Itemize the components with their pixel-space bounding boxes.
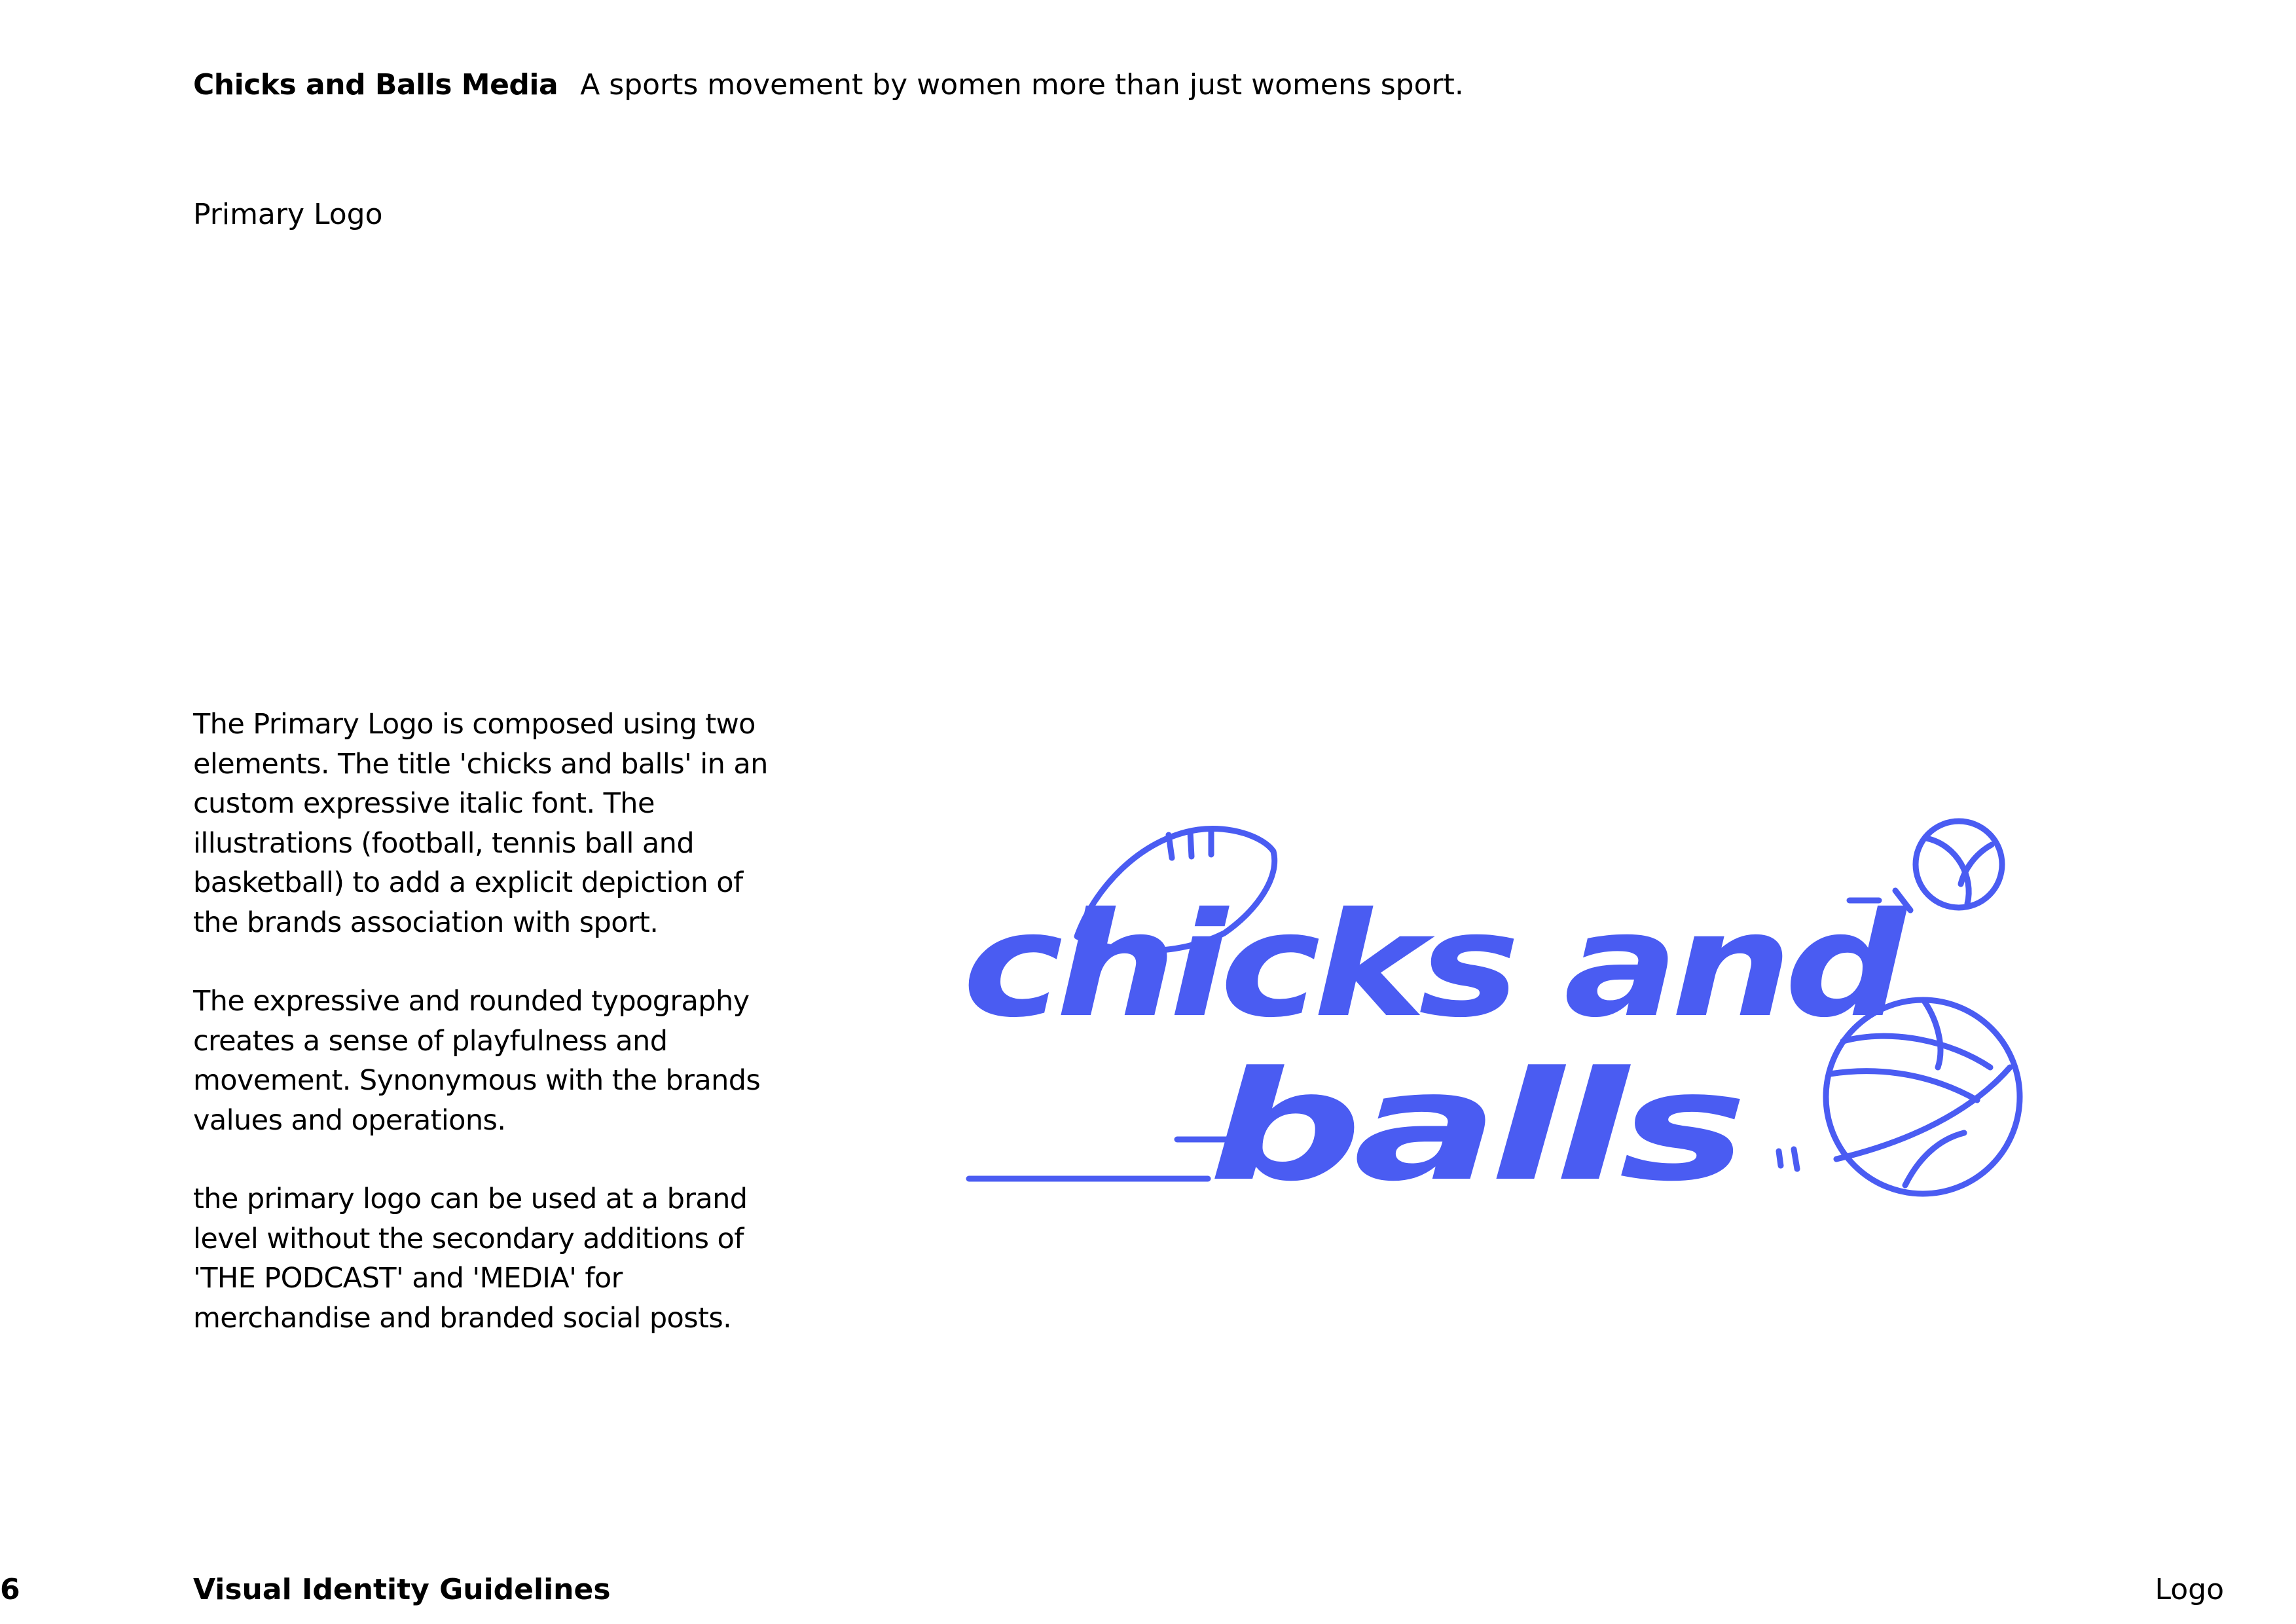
- footer-section-name: Logo: [2155, 1573, 2224, 1606]
- wordmark-line-1: chicks and: [962, 881, 1908, 1049]
- section-title: Primary Logo: [193, 198, 383, 231]
- brand-tagline: A sports movement by women more than just womens sport.: [580, 68, 1464, 101]
- document-header: [193, 64, 1464, 106]
- paragraph-typography: The expressive and rounded typography creates a sense of playfulness and movement. Synonymous with the brands values and operations.: [193, 985, 761, 1137]
- logo-wordmark: [962, 881, 1908, 1215]
- paragraph-composition: The Primary Logo is composed using two elements. The title 'chicks and balls' in an custom expressive italic font. The illustrations (football, tennis ball and basketball) to add a explicit depiction of the brands association with sport.: [193, 708, 768, 939]
- primary-logo: [943, 792, 2082, 1251]
- page-number: 6: [0, 1573, 20, 1606]
- wordmark-line-2: balls: [1208, 1040, 1741, 1215]
- body-copy: [193, 705, 782, 1377]
- footer-document-title: Visual Identity Guidelines: [193, 1573, 611, 1606]
- brand-name: Chicks and Balls Media: [193, 68, 558, 101]
- paragraph-usage: the primary logo can be used at a brand level without the secondary additions of 'THE PODCAST' and 'MEDIA' for merchandise and branded social posts.: [193, 1183, 748, 1335]
